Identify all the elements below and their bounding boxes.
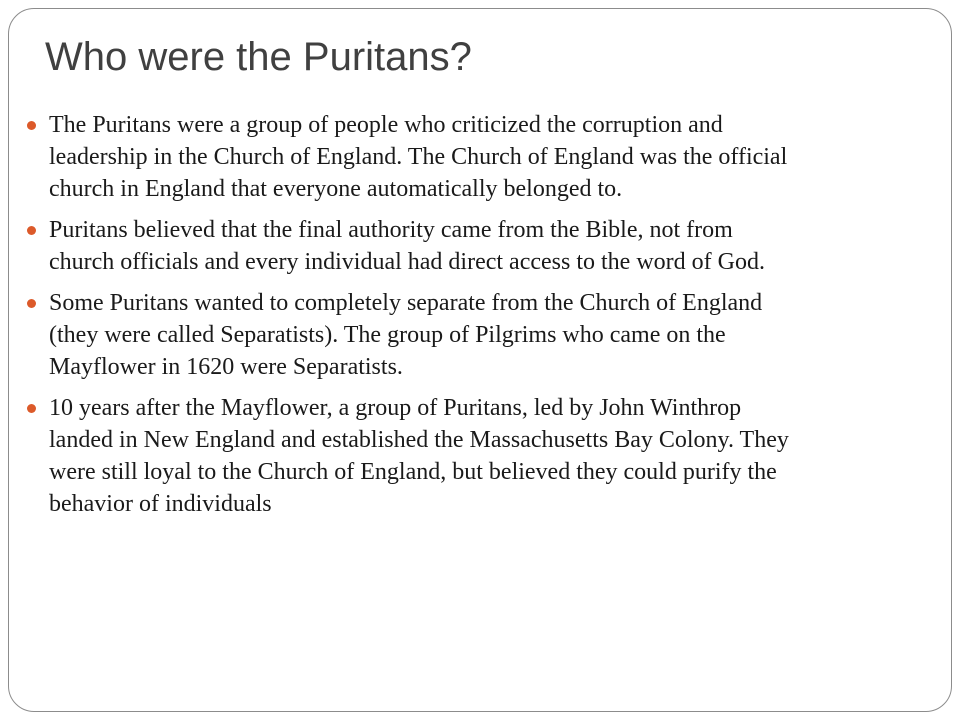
bullet-item bbox=[27, 109, 797, 205]
slide-title: Who were the Puritans? bbox=[45, 35, 472, 79]
bullet-dot-icon bbox=[27, 226, 36, 235]
bullet-text: Puritans believed that the final authority came from the Bible, not from church officials and every individual had direct access to the word of God. bbox=[49, 217, 765, 275]
bullet-dot-icon bbox=[27, 299, 36, 308]
bullet-list bbox=[27, 109, 797, 529]
bullet-item bbox=[27, 214, 797, 278]
bullet-item bbox=[27, 287, 797, 383]
bullet-text: Some Puritans wanted to completely separate from the Church of England (they were called Separatists). The group of Pilgrims who came on the Mayflower in 1620 were Separatists. bbox=[49, 290, 763, 380]
slide-frame bbox=[8, 8, 952, 712]
bullet-text: The Puritans were a group of people who criticized the corruption and leadership in the Church of England. The Church of England was the official church in England that everyone automatically belonged to. bbox=[49, 112, 788, 202]
bullet-dot-icon bbox=[27, 404, 36, 413]
bullet-dot-icon bbox=[27, 121, 36, 130]
bullet-item bbox=[27, 392, 797, 520]
bullet-text: 10 years after the Mayflower, a group of Puritans, led by John Winthrop landed in New England and established the Massachusetts Bay Colony. They were still loyal to the Church of England, but believed they could purify the behavior of individuals bbox=[49, 395, 789, 517]
